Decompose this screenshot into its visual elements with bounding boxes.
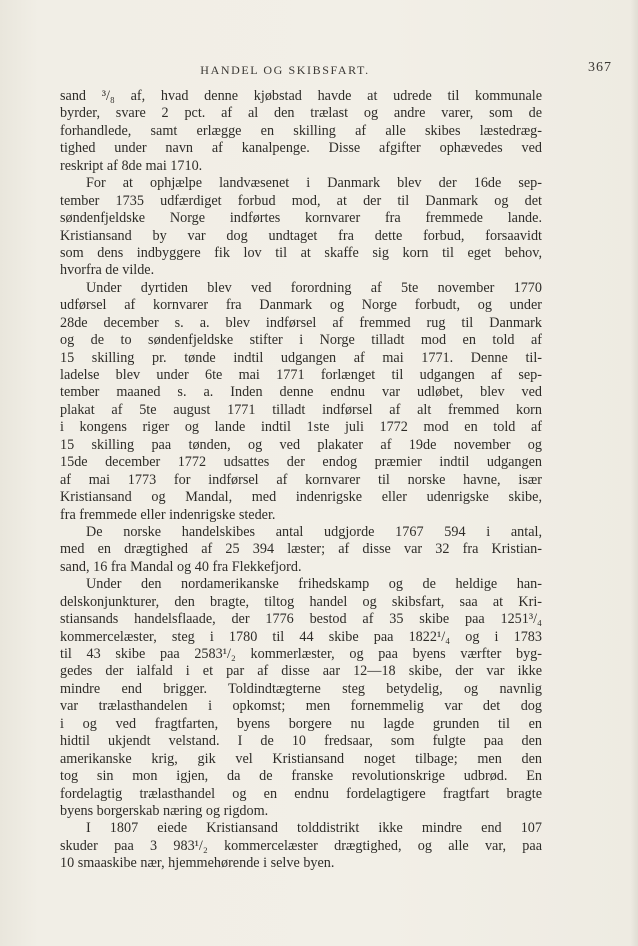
text-line: sand, 16 fra Mandal og 40 fra Flekkefjord. bbox=[60, 558, 302, 575]
text-line: ladelse blev under 6te mai 1771 forlænget til udgangen af sep- bbox=[60, 367, 542, 383]
text-line: hidtil ukjendt velstand. I de 10 fredsaar, som fulgte paa den bbox=[60, 733, 542, 750]
text-line: byens borgerskab næring og rigdom. bbox=[60, 802, 269, 819]
text-line: var trælasthandelen i opkomst; men fornemmelig var det dog bbox=[60, 698, 542, 715]
text-line: Under den nordamerikanske frihedskamp og de heldige han- bbox=[86, 576, 542, 593]
text-line: 10 smaaskibe nær, hjemmehørende i selve byen. bbox=[60, 855, 335, 872]
text-line: For at ophjælpe landvæsenet i Danmark blev der 16de sep- bbox=[86, 175, 542, 192]
text-line: i og ved fragtfarten, byens borgere nu lagde grunden til en bbox=[60, 715, 542, 732]
text-line: amerikanske krig, gik vel Kristiansand noget tilbage; men den bbox=[60, 750, 542, 767]
text-line: skuder paa 3 983¹/₂ kommercelæster drægtighed, og alle var, paa bbox=[60, 837, 542, 854]
text-line: stiansands handelsflaade, der 1776 bestod af 35 skibe paa 1251³/₄ bbox=[60, 611, 542, 628]
text-line: reskript af 8de mai 1710. bbox=[60, 157, 203, 174]
text-line: Kristiansand og Mandal, med indenrigske eller udenrigske skibe, bbox=[60, 489, 542, 506]
text-line: sand ³/₈ af, hvad denne kjøbstad havde at udrede til kommunale bbox=[60, 88, 542, 104]
text-line: fordelagtig trælasthandel og en endnu fordelagtigere fragtfart bragte bbox=[60, 785, 542, 802]
text-line: som dens indbyggere fik lov til at skaffe sig korn til eget behov, bbox=[60, 244, 542, 261]
text-line: tember maaned s. a. Inden denne endnu var udløbet, blev ved bbox=[60, 384, 542, 401]
text-line: af mai 1773 for indførsel af kornvarer til norske havne, især bbox=[60, 471, 542, 488]
text-line: kommercelæster, steg i 1780 til 44 skibe paa 1822¹/₄ og i 1783 bbox=[60, 628, 542, 645]
text-line: plakat af 5te august 1771 tilladt indførsel af alt fremmed korn bbox=[60, 401, 542, 418]
text-line: tighed under navn af kanalpenge. Disse afgifter ophævedes ved bbox=[60, 140, 542, 157]
text-line: tog sin mon igjen, da de franske revolutionskrige udbrød. En bbox=[60, 768, 542, 785]
text-line: tember 1735 udfærdiget forbud mod, at der til Danmark og det bbox=[60, 192, 542, 209]
text-line: 15de december 1772 udsattes der endog præmier indtil udgangen bbox=[60, 454, 542, 471]
text-line: søndenfjeldske Norge indførtes kornvarer fra fremmede lande. bbox=[60, 210, 542, 227]
text-line: Under dyrtiden blev ved forordning af 5te november 1770 bbox=[86, 279, 542, 296]
text-line: udførsel af kornvarer fra Danmark og Norge forbudt, og under bbox=[60, 297, 542, 314]
text-line: byrder, svare 2 pct. af al den trælast og andre varer, som de bbox=[60, 105, 542, 122]
text-line: hvorfra de vilde. bbox=[60, 262, 155, 279]
text-line: Kristiansand by var dog undtaget fra dette forbud, forsaavidt bbox=[60, 227, 542, 244]
running-head: HANDEL OG SKIBSFART. bbox=[200, 63, 370, 77]
page-number: 367 bbox=[588, 60, 612, 75]
page-edge-shadow bbox=[630, 0, 638, 946]
text-line: De norske handelskibes antal udgjorde 1767 594 i antal, bbox=[86, 523, 542, 540]
text-line: og de to søndenfjeldske stifter i Norge tilladt mod en told af bbox=[60, 332, 542, 349]
text-line: i kongens riger og lande indtil 1ste juli 1772 mod en told af bbox=[60, 419, 542, 436]
text-line: med en drægtighed af 25 394 læster; af disse var 32 fra Kristian- bbox=[60, 541, 542, 558]
text-line: 15 skilling paa tønden, og ved plakater af 19de november og bbox=[60, 436, 542, 453]
text-line: fra fremmede eller indenrigske steder. bbox=[60, 506, 276, 523]
text-line: I 1807 eiede Kristiansand tolddistrikt ikke mindre end 107 bbox=[86, 820, 542, 837]
text-line: gedes der ialfald i et par af disse aar 12—18 skibe, der var ikke bbox=[60, 663, 542, 680]
text-line: forhandlede, samt erlægge en skilling af alle skibes læstedræg- bbox=[60, 122, 542, 139]
text-line: delskonjunkturer, den bragte, tiltog handel og skibsfart, saa at Kri- bbox=[60, 593, 542, 610]
body-text bbox=[60, 88, 542, 873]
text-line: til 43 skibe paa 2583¹/₂ kommerlæster, og paa byens værfter byg- bbox=[60, 646, 542, 662]
page-header bbox=[0, 60, 638, 82]
text-line: 28de december s. a. blev indførsel af fremmed rug til Danmark bbox=[60, 314, 542, 331]
text-line: mindre end brigger. Toldindtægterne steg betydelig, og navnlig bbox=[60, 680, 542, 697]
text-line: 15 skilling pr. tønde indtil udgangen af mai 1771. Denne til- bbox=[60, 349, 542, 366]
